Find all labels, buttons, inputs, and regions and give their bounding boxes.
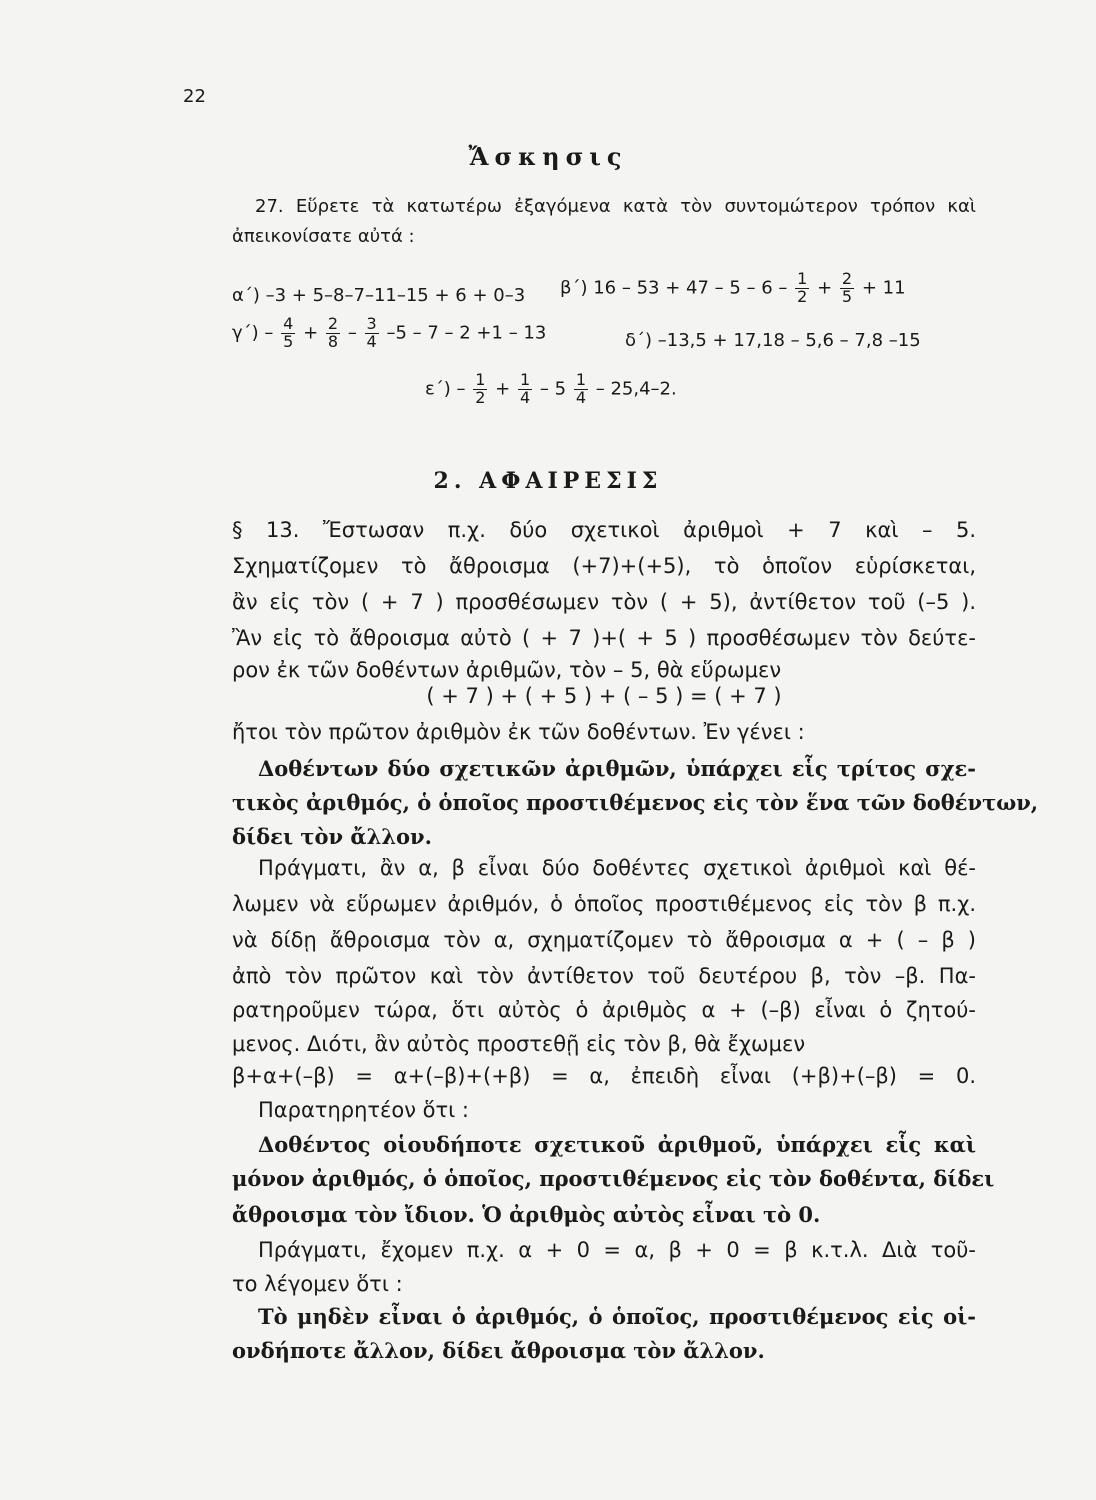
paragraph-line: ἀπὸ τὸν πρῶτον καὶ τὸν ἀντίθετον τοῦ δευτέρου β, τὸν –β. Πα- (232, 964, 976, 988)
exercise-intro-line-2: ἀπεικονίσατε αὐτά : (232, 226, 415, 247)
exercise-a: α΄) –3 + 5–8–7–11–15 + 6 + 0–3 (232, 285, 526, 306)
operator: + (817, 277, 833, 299)
paragraph-line: § 13. Ἔστωσαν π.χ. δύο σχετικοὶ ἀριθμοὶ + 7 καὶ – 5. (232, 518, 976, 542)
rule-line: Δοθέντων δύο σχετικῶν ἀριθμῶν, ὑπάρχει εἷς τρίτος σχε- (258, 756, 976, 781)
fraction (365, 316, 379, 351)
numerator: 1 (575, 370, 586, 389)
rule-line: τικὸς ἀριθμός, ὁ ὁποῖος προστιθέμενος εἰς τὸν ἕνα τῶν δοθέντων, (232, 790, 1039, 815)
rule-line: δίδει τὸν ἄλλον. (232, 824, 432, 849)
operator: – (347, 322, 357, 344)
exercise-b-suffix: + 11 (861, 277, 906, 299)
fraction (473, 372, 487, 407)
exercise-e-mid: – 5 (539, 378, 567, 400)
numerator: 3 (366, 314, 377, 333)
denominator: 5 (283, 331, 294, 351)
paragraph-line: ρατηροῦμεν τώρα, ὅτι αὐτὸς ὁ ἀριθμὸς α + (–β) εἶναι ὁ ζητού- (232, 998, 976, 1022)
rule-line: μόνον ἀριθμός, ὁ ὁποῖος, προστιθέμενος εἰς τὸν δοθέντα, δίδει (232, 1166, 995, 1191)
exercises-heading: Ἄσκησις (468, 142, 628, 171)
paragraph-line: ἂν εἰς τὸν ( + 7 ) προσθέσωμεν τὸν ( + 5), ἀντίθετον τοῦ (–5 ). (232, 590, 976, 614)
exercise-e-suffix: – 25,4–2. (595, 378, 677, 400)
operator: + (303, 322, 319, 344)
paragraph-line: Παρατηρητέον ὅτι : (258, 1098, 469, 1122)
numerator: 1 (797, 269, 808, 288)
paragraph-line: ἤτοι τὸν πρῶτον ἀριθμὸν ἐκ τῶν δοθέντων. Ἐν γένει : (232, 720, 805, 744)
denominator: 4 (519, 387, 531, 407)
rule-line: Δοθέντος οἱουδήποτε σχετικοῦ ἀριθμοῦ, ὑπάρχει εἷς καὶ (258, 1132, 976, 1157)
denominator: 4 (366, 331, 377, 351)
paragraph-line: Πράγματι, ἂν α, β εἶναι δύο δοθέντες σχετικοὶ ἀριθμοὶ καὶ θέ- (258, 856, 976, 880)
paragraph-line: Σχηματίζομεν τὸ ἄθροισμα (+7)+(+5), τὸ ὁποῖον εὑρίσκεται, (232, 554, 976, 578)
section-title: 2. ΑΦΑΙΡΕΣΙΣ (433, 468, 663, 494)
exercise-g-prefix: γ΄) – (232, 322, 274, 344)
fraction (281, 316, 295, 351)
fraction (795, 271, 809, 306)
operator: + (495, 378, 511, 400)
exercise-b-prefix: β΄) 16 – 53 + 47 – 5 – 6 – (560, 277, 788, 299)
equation: ( + 7 ) + ( + 5 ) + ( – 5 ) = ( + 7 ) (426, 684, 782, 708)
exercise-b (560, 271, 906, 306)
exercise-e-prefix: ε΄) – (425, 378, 466, 400)
denominator: 4 (575, 387, 586, 407)
denominator: 2 (797, 286, 808, 306)
fraction (518, 372, 532, 407)
numerator: 2 (841, 269, 853, 288)
paragraph-line: λωμεν νὰ εὕρωμεν ἀριθμόν, ὁ ὁποῖος προστιθέμενος εἰς τὸν β π.χ. (232, 892, 976, 916)
numerator: 2 (327, 314, 339, 333)
exercise-d: δ΄) –13,5 + 17,18 – 5,6 – 7,8 –15 (625, 330, 921, 351)
paragraph-line: νὰ δίδῃ ἄθροισμα τὸν α, σχηματίζομεν τὸ ἄθροισμα α + ( – β ) (232, 928, 976, 952)
exercise-intro-line-1: 27. Εὕρετε τὰ κατωτέρω ἐξαγόμενα κατὰ τὸν συντομώτερον τρόπον καὶ (255, 196, 976, 217)
page-number: 22 (183, 86, 206, 107)
denominator: 8 (327, 331, 339, 351)
rule-line: Τὸ μηδὲν εἶναι ὁ ἀριθμός, ὁ ὁποῖος, προστιθέμενος εἰς οἱ- (258, 1304, 976, 1329)
paragraph-line: Πράγματι, ἔχομεν π.χ. α + 0 = α, β + 0 = β κ.τ.λ. Διὰ τοῦ- (258, 1238, 976, 1262)
paragraph-line: το λέγομεν ὅτι : (232, 1272, 403, 1296)
fraction (840, 271, 854, 306)
rule-line: ἄθροισμα τὸν ἴδιον. Ὁ ἀριθμὸς αὐτὸς εἶναι τὸ 0. (232, 1202, 821, 1227)
numerator: 4 (283, 314, 294, 333)
paragraph-line: β+α+(–β) = α+(–β)+(+β) = α, ἐπειδὴ εἶναι (+β)+(–β) = 0. (232, 1064, 976, 1088)
denominator: 2 (475, 387, 486, 407)
paragraph-line: ρον ἐκ τῶν δοθέντων ἀριθμῶν, τὸν – 5, θὰ εὕρωμεν (232, 658, 782, 682)
numerator: 1 (475, 370, 486, 389)
numerator: 1 (519, 370, 531, 389)
paragraph-line: Ἂν εἰς τὸ ἄθροισμα αὐτὸ ( + 7 )+( + 5 ) προσθέσωμεν τὸν δεύτε- (232, 626, 976, 650)
rule-line: ονδήποτε ἄλλον, δίδει ἄθροισμα τὸν ἄλλον. (232, 1338, 765, 1363)
fraction (574, 372, 588, 407)
denominator: 5 (841, 286, 853, 306)
exercise-g-suffix: –5 – 7 – 2 +1 – 13 (386, 322, 547, 344)
exercise-g (232, 316, 546, 351)
paragraph-line: μενος. Διότι, ἂν αὐτὸς προστεθῇ εἰς τὸν β, θὰ ἔχωμεν (232, 1032, 806, 1056)
exercise-e (425, 372, 677, 407)
fraction (326, 316, 340, 351)
